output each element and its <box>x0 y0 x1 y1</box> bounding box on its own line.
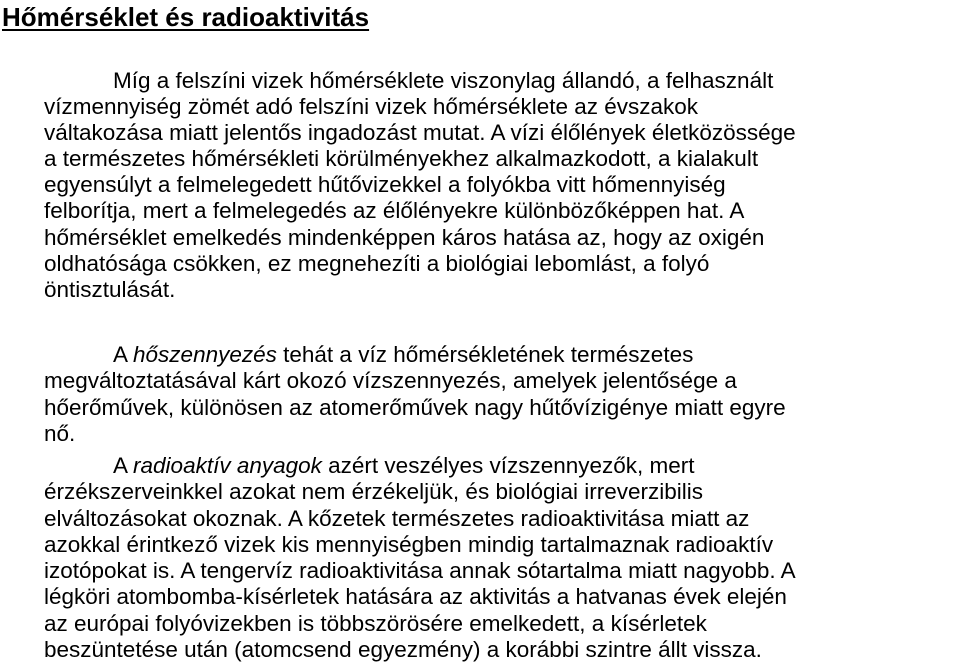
paragraph-line: vízmennyiség zömét adó felszíni vizek hőmérséklete az évszakok <box>44 94 699 120</box>
paragraph-text: A <box>113 342 134 367</box>
paragraph-line: öntisztulását. <box>44 276 176 302</box>
paragraph-line: oldhatósága csökken, ez megnehezíti a biológiai lebomlást, a folyó <box>44 250 710 276</box>
paragraph-line: Míg a felszíni vizek hőmérséklete viszonylag állandó, a felhasznált <box>113 68 774 93</box>
paragraph-line: izotópokat is. A tengervíz radioaktivitása annak sótartalma miatt nagyobb. A <box>44 558 796 584</box>
paragraph-line: a természetes hőmérsékleti körülményekhez alkalmazkodott, a kialakult <box>44 146 759 172</box>
paragraph-text: A <box>113 453 134 478</box>
paragraph-line: egyensúlyt a felmelegedett hűtővizekkel a folyókba vitt hőmennyiség <box>44 172 726 198</box>
paragraph-line: hőmérséklet emelkedés mindenképpen káros hatása az, hogy az oxigén <box>44 224 765 250</box>
paragraph-radioactive <box>44 453 796 663</box>
paragraph-line: azokkal érintkező vizek kis mennyiségben mindig tartalmaznak radioaktív <box>44 531 774 557</box>
paragraph-line <box>44 342 786 368</box>
paragraph-line <box>44 453 796 479</box>
paragraph-line: légköri atombomba-kísérletek hatására az aktivitás a hatvanas évek elején <box>44 584 787 610</box>
paragraph-thermal-pollution <box>44 342 786 448</box>
paragraph-line: felborítja, mert a felmelegedés az élőlényekre különbözőképpen hat. A <box>44 198 745 224</box>
paragraph-temperature <box>44 68 796 303</box>
paragraph-line: váltakozása miatt jelentős ingadozást mutat. A vízi élőlények életközössége <box>44 120 796 146</box>
paragraph-text: azért veszélyes vízszennyezők, mert <box>321 453 695 478</box>
paragraph-line: érzékszerveinkkel azokat nem érzékeljük, és biológiai irreverzibilis <box>44 479 704 505</box>
paragraph-line: nő. <box>44 421 76 447</box>
paragraph-line: elváltozásokat okoznak. A kőzetek természetes radioaktivitása miatt az <box>44 505 750 531</box>
paragraph-line: hőerőművek, különösen az atomerőművek nagy hűtővízigénye miatt egyre <box>44 394 786 420</box>
paragraph-text: tehát a víz hőmérsékletének természetes <box>276 342 694 367</box>
paragraph-line: az európai folyóvizekben is többszörösére emelkedett, a kísérletek <box>44 610 707 636</box>
emphasized-term: radioaktív anyagok <box>133 453 322 478</box>
paragraph-line: megváltoztatásával kárt okozó vízszennyezés, amelyek jelentősége a <box>44 368 737 394</box>
paragraph-line: beszüntetése után (atomcsend egyezmény) a korábbi szintre állt vissza. <box>44 637 762 663</box>
page-title: Hőmérséklet és radioaktivitás <box>2 2 370 32</box>
emphasized-term: hőszennyezés <box>133 342 277 367</box>
